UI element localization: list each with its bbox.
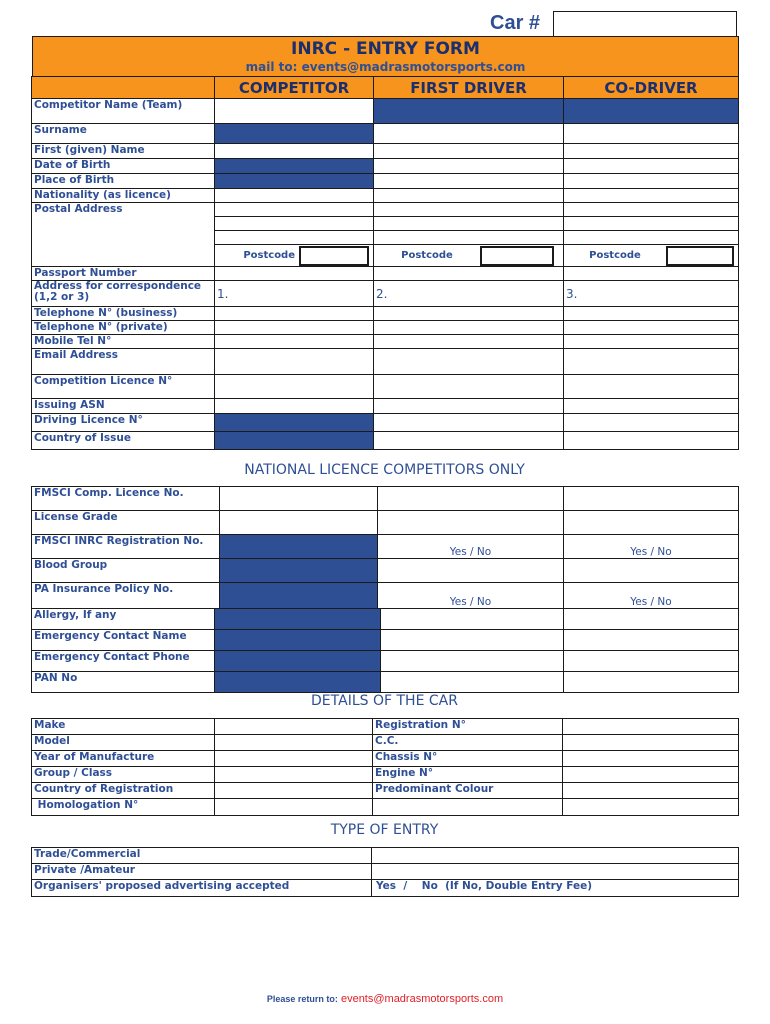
row-label: PA Insurance Policy No. [32, 583, 220, 609]
input-cell[interactable] [564, 335, 739, 349]
row-label: FMSCI Comp. Licence No. [32, 487, 220, 511]
input-cell[interactable] [564, 651, 739, 672]
row-label: Email Address [32, 349, 215, 375]
input-cell[interactable] [374, 217, 564, 231]
input-cell[interactable] [381, 609, 564, 630]
input-cell[interactable] [220, 511, 378, 535]
footer [0, 993, 770, 1005]
input-cell[interactable] [564, 267, 739, 281]
row-label: Driving Licence N° [32, 414, 215, 432]
input-cell[interactable] [374, 335, 564, 349]
input-cell[interactable] [378, 487, 564, 511]
row-label: Surname [32, 124, 215, 144]
entry-type-table [31, 847, 739, 897]
form-header [32, 36, 739, 78]
input-cell[interactable] [215, 217, 374, 231]
input-cell[interactable] [215, 321, 374, 335]
postcode-field[interactable] [480, 246, 554, 266]
input-cell[interactable] [374, 432, 564, 450]
row-label: Model [32, 735, 215, 751]
row-label: FMSCI INRC Registration No. [32, 535, 220, 559]
car-details-table [31, 718, 739, 816]
input-cell[interactable] [564, 159, 739, 174]
input-cell[interactable] [374, 375, 564, 399]
input-cell[interactable] [564, 630, 739, 651]
input-cell[interactable] [374, 307, 564, 321]
row-label: Homologation N° [32, 799, 215, 816]
postcode-label: Postcode [589, 250, 641, 261]
row-label: Allergy, If any [32, 609, 215, 630]
input-cell[interactable] [563, 783, 739, 799]
input-cell[interactable] [564, 432, 739, 450]
row-label: Competitor Name (Team) [32, 99, 215, 124]
national-section-title: NATIONAL LICENCE COMPETITORS ONLY [244, 462, 525, 478]
row-label: Registration N° [373, 719, 563, 735]
row-label: Group / Class [32, 767, 215, 783]
row-label: Competition Licence N° [32, 375, 215, 399]
input-cell[interactable] [374, 144, 564, 159]
input-cell[interactable] [563, 767, 739, 783]
row-label: Telephone N° (private) [32, 321, 215, 335]
personal-details-table [31, 76, 739, 450]
input-cell[interactable] [215, 783, 373, 799]
input-cell[interactable] [564, 399, 739, 414]
input-cell[interactable] [564, 487, 739, 511]
input-cell[interactable] [378, 559, 564, 583]
input-cell[interactable] [564, 189, 739, 203]
row-label: License Grade [32, 511, 220, 535]
input-cell[interactable] [564, 672, 739, 693]
input-cell[interactable] [563, 719, 739, 735]
input-cell[interactable] [372, 848, 739, 864]
input-cell[interactable] [381, 630, 564, 651]
input-cell[interactable] [564, 144, 739, 159]
row-label: PAN No [32, 672, 215, 693]
input-cell[interactable] [215, 203, 374, 217]
input-cell[interactable] [215, 799, 373, 816]
input-cell[interactable] [563, 751, 739, 767]
correspondence-option[interactable]: 2. [374, 281, 564, 307]
input-cell[interactable] [374, 399, 564, 414]
input-cell[interactable] [374, 203, 564, 217]
input-cell[interactable] [563, 735, 739, 751]
row-label: Chassis N° [373, 751, 563, 767]
input-cell[interactable] [564, 321, 739, 335]
row-label: Trade/Commercial [32, 848, 372, 864]
input-cell[interactable] [564, 307, 739, 321]
input-cell[interactable] [374, 321, 564, 335]
row-label: Emergency Contact Name [32, 630, 215, 651]
input-cell[interactable] [564, 375, 739, 399]
row-label: Engine N° [373, 767, 563, 783]
correspondence-option[interactable]: 3. [564, 281, 739, 307]
car-number-field[interactable] [553, 11, 737, 37]
row-label: Predominant Colour [373, 783, 563, 799]
car-section-title: DETAILS OF THE CAR [311, 693, 458, 709]
row-label: Emergency Contact Phone [32, 651, 215, 672]
input-cell[interactable] [215, 375, 374, 399]
input-cell[interactable] [215, 267, 374, 281]
input-cell[interactable] [564, 203, 739, 217]
input-cell[interactable] [215, 99, 374, 124]
input-cell[interactable] [564, 217, 739, 231]
row-label: Mobile Tel N° [32, 335, 215, 349]
postcode-label: Postcode [243, 250, 295, 261]
input-cell[interactable] [564, 231, 739, 245]
return-label: Please return to: [266, 994, 338, 1004]
postcode-field[interactable] [299, 246, 369, 266]
input-cell[interactable] [374, 174, 564, 189]
column-competitor: COMPETITOR [215, 77, 374, 99]
emergency-table [31, 608, 739, 693]
row-label: Place of Birth [32, 174, 215, 189]
input-cell[interactable] [564, 511, 739, 535]
row-label: Issuing ASN [32, 399, 215, 414]
input-cell[interactable] [215, 307, 374, 321]
input-cell[interactable] [215, 735, 373, 751]
input-cell[interactable] [374, 231, 564, 245]
row-label: Year of Manufacture [32, 751, 215, 767]
input-cell[interactable] [564, 414, 739, 432]
form-title: INRC - ENTRY FORM [291, 39, 480, 59]
input-cell[interactable] [381, 672, 564, 693]
row-label: Private /Amateur [32, 864, 372, 880]
input-cell[interactable] [215, 189, 374, 203]
input-cell[interactable] [564, 559, 739, 583]
input-cell[interactable] [378, 511, 564, 535]
postcode-field[interactable] [666, 246, 734, 266]
column-co-driver: CO-DRIVER [564, 77, 739, 99]
return-email[interactable]: events@madrasmotorsports.com [340, 993, 504, 1005]
yes-no-option[interactable]: Yes / No [564, 583, 739, 609]
input-cell[interactable] [564, 174, 739, 189]
input-cell[interactable] [215, 719, 373, 735]
input-cell[interactable] [564, 349, 739, 375]
row-label: Telephone N° (business) [32, 307, 215, 321]
correspondence-option[interactable]: 1. [215, 281, 374, 307]
row-label: Organisers' proposed advertising accepted [32, 880, 372, 897]
input-cell[interactable] [220, 487, 378, 511]
input-cell[interactable] [215, 144, 374, 159]
input-cell[interactable] [215, 751, 373, 767]
input-cell[interactable] [374, 189, 564, 203]
row-label: Passport Number [32, 267, 215, 281]
mail-link[interactable]: mail to: events@madrasmotorsports.com [245, 60, 526, 74]
row-label: First (given) Name [32, 144, 215, 159]
input-cell[interactable] [215, 767, 373, 783]
input-cell[interactable] [381, 651, 564, 672]
input-cell[interactable] [215, 231, 374, 245]
entry-section-title: TYPE OF ENTRY [330, 822, 439, 838]
input-cell[interactable] [564, 609, 739, 630]
input-cell[interactable] [374, 124, 564, 144]
input-cell[interactable] [374, 267, 564, 281]
car-number-label: Car # [490, 12, 541, 34]
row-label: Address for correspondence (1,2 or 3) [32, 281, 215, 307]
input-cell[interactable] [215, 335, 374, 349]
row-label: C.C. [373, 735, 563, 751]
row-label: Country of Registration [32, 783, 215, 799]
input-cell[interactable] [374, 349, 564, 375]
row-label: Date of Birth [32, 159, 215, 174]
row-label: Blood Group [32, 559, 220, 583]
row-label: Nationality (as licence) [32, 189, 215, 203]
input-cell[interactable] [374, 414, 564, 432]
postcode-label: Postcode [401, 250, 453, 261]
input-cell[interactable] [563, 799, 739, 816]
row-label: Make [32, 719, 215, 735]
input-cell[interactable] [372, 864, 739, 880]
row-label: Postal Address [32, 203, 215, 267]
national-licence-table [31, 486, 739, 609]
input-cell[interactable] [374, 159, 564, 174]
row-label [373, 799, 563, 816]
input-cell[interactable] [215, 399, 374, 414]
input-cell[interactable] [564, 124, 739, 144]
yes-no-option[interactable]: Yes / No [564, 535, 739, 559]
yes-no-option[interactable]: Yes / No [378, 535, 564, 559]
advertising-answer[interactable]: Yes / No (If No, Double Entry Fee) [372, 880, 739, 897]
yes-no-option[interactable]: Yes / No [378, 583, 564, 609]
input-cell[interactable] [215, 349, 374, 375]
column-first-driver: FIRST DRIVER [374, 77, 564, 99]
row-label: Country of Issue [32, 432, 215, 450]
